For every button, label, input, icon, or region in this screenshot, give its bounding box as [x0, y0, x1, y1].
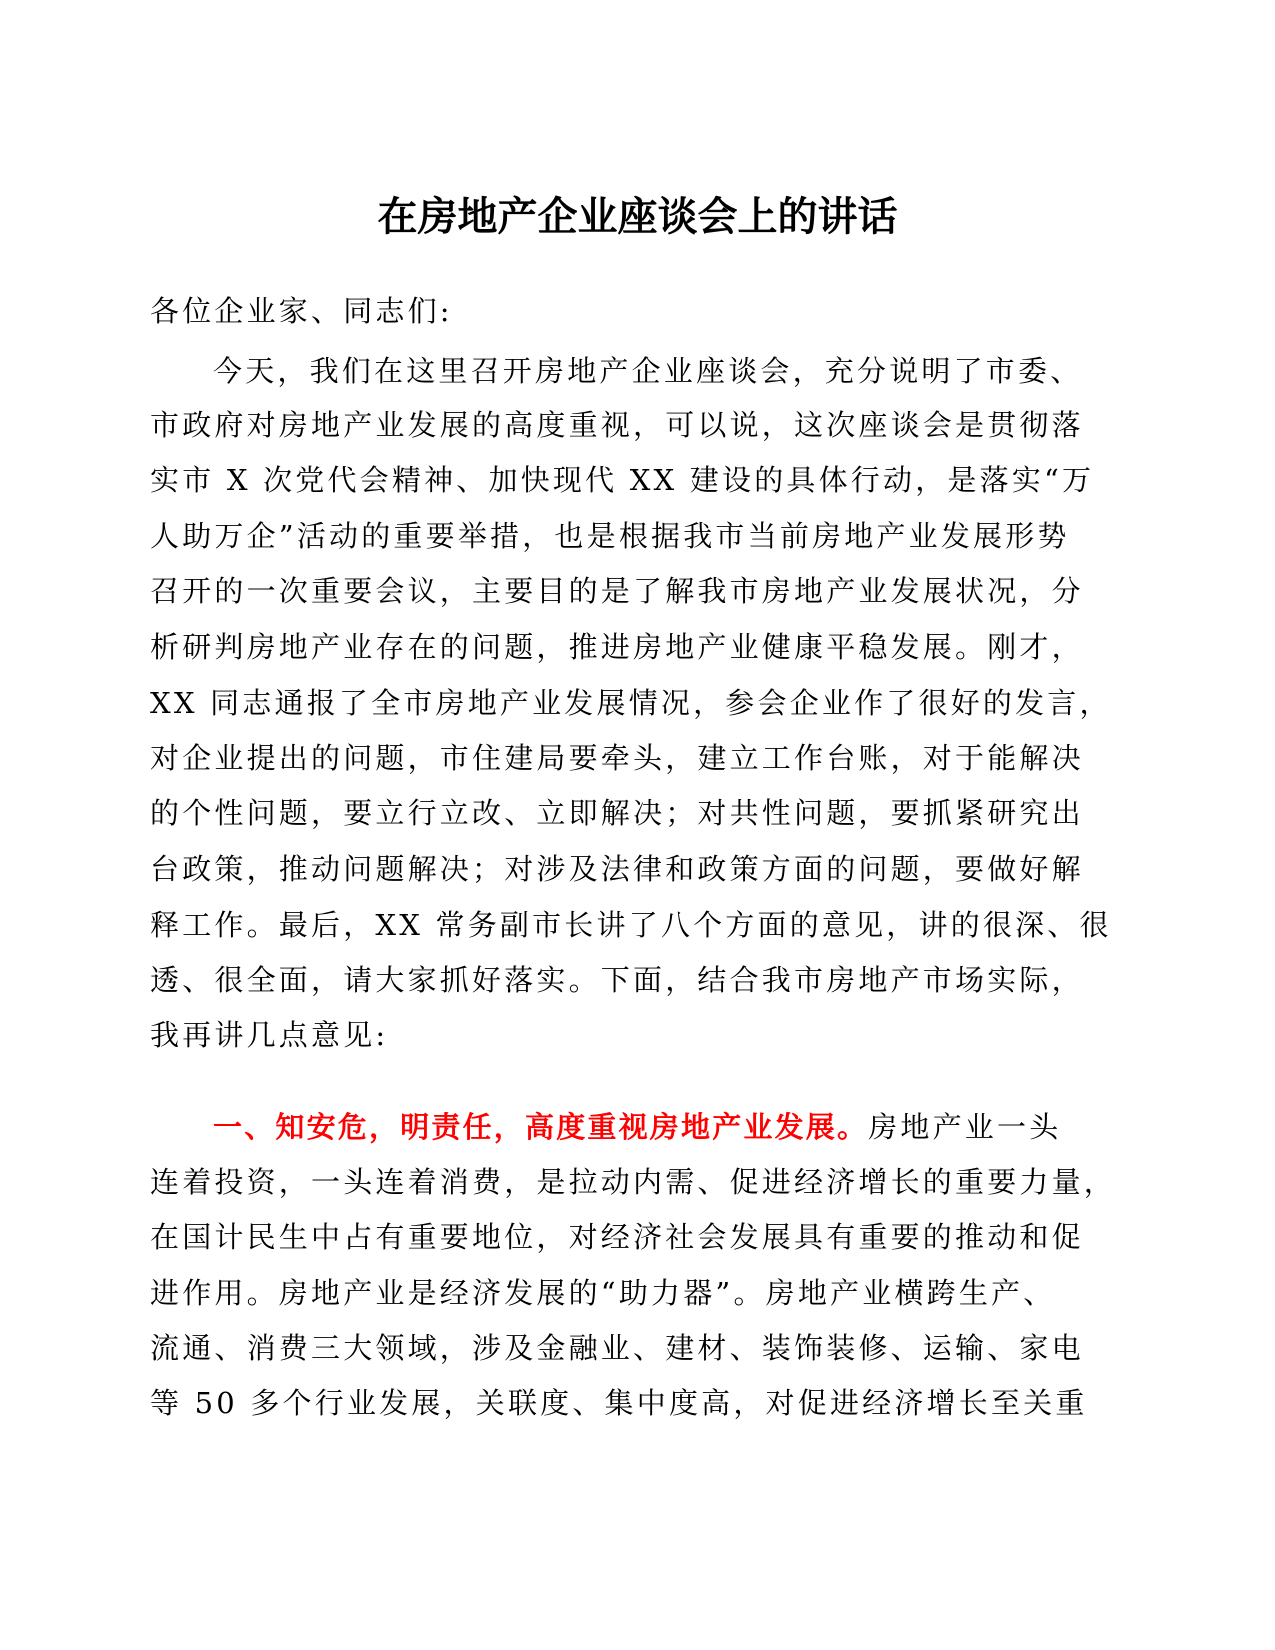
- paragraph-line: 我再讲几点意见:: [150, 1018, 389, 1052]
- paragraph-line: 市政府对房地产业发展的高度重视，可以说，这次座谈会是贯彻落: [150, 408, 1084, 442]
- document-title: 在房地产企业座谈会上的讲话: [377, 194, 898, 240]
- paragraph-line: 析研判房地产业存在的问题，推进房地产业健康平稳发展。刚才，: [150, 630, 1084, 664]
- section-text: 房地产业一头: [868, 1110, 1062, 1144]
- paragraph-line: 的个性问题，要立行立改、立即解决；对共性问题，要抓紧研究出: [150, 796, 1084, 830]
- paragraph-line: 召开的一次重要会议，主要目的是了解我市房地产业发展状况，分: [150, 574, 1084, 608]
- paragraph-line: 台政策，推动问题解决；对涉及法律和政策方面的问题，要做好解: [150, 852, 1084, 886]
- paragraph-line: 流通、消费三大领域，涉及金融业、建材、装饰装修、运输、家电: [150, 1331, 1084, 1365]
- paragraph-line: 人助万企”活动的重要举措，也是根据我市当前房地产业发展形势: [150, 519, 1070, 553]
- paragraph-line: 对企业提出的问题，市住建局要牵头，建立工作台账，对于能解决: [150, 741, 1084, 775]
- paragraph-line: 透、很全面，请大家抓好落实。下面，结合我市房地产市场实际，: [150, 963, 1084, 997]
- paragraph-line: 实市 X 次党代会精神、加快现代 XX 建设的具体行动，是落实“万: [150, 463, 1095, 497]
- section-heading: 一、知安危，明责任，高度重视房地产业发展。: [213, 1110, 869, 1144]
- section-heading-line: [213, 1107, 1061, 1147]
- salutation: 各位企业家、同志们:: [150, 294, 453, 328]
- paragraph-line: XX 同志通报了全市房地产业发展情况，参会企业作了很好的发言，: [150, 686, 1112, 720]
- paragraph-line: 进作用。房地产业是经济发展的“助力器”。房地产业横跨生产、: [150, 1276, 1056, 1310]
- paragraph-line: 等 50 多个行业发展，关联度、集中度高，对促进经济增长至关重: [150, 1386, 1088, 1420]
- paragraph-line: 释工作。最后，XX 常务副市长讲了八个方面的意见，讲的很深、很: [150, 908, 1112, 942]
- paragraph-line: 在国计民生中占有重要地位，对经济社会发展具有重要的推动和促: [150, 1220, 1084, 1254]
- paragraph-line: 连着投资，一头连着消费，是拉动内需、促进经济增长的重要力量，: [150, 1165, 1117, 1199]
- paragraph-line: 今天，我们在这里召开房地产企业座谈会，充分说明了市委、: [213, 354, 1083, 388]
